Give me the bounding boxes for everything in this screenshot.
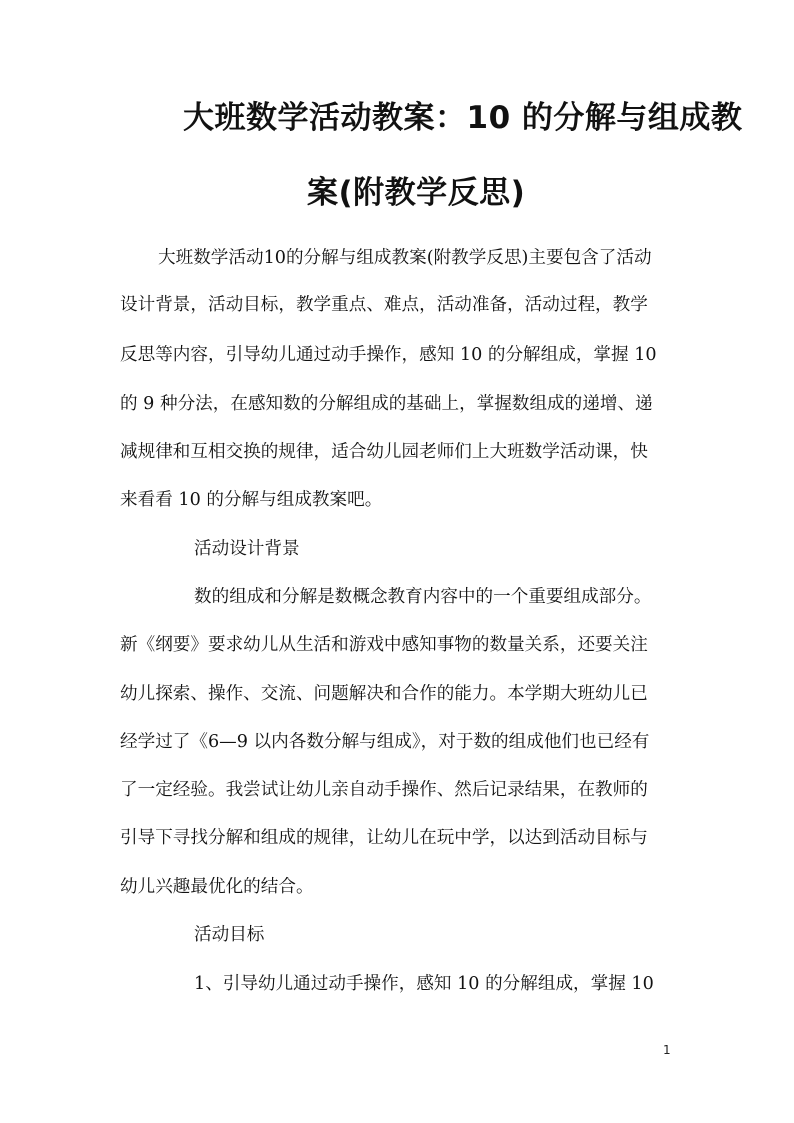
paragraph-line: 幼儿兴趣最优化的结合。 xyxy=(120,877,314,897)
paragraph-line: 1、引导幼儿通过动手操作，感知 10 的分解组成，掌握 10 xyxy=(194,974,654,994)
section-heading: 活动目标 xyxy=(194,925,265,945)
paragraph-line: 来看看 10 的分解与组成教案吧。 xyxy=(120,490,383,510)
paragraph-line: 经学过了《6—9 以内各数分解与组成》，对于数的组成他们也已经有 xyxy=(120,732,650,752)
section-heading: 活动设计背景 xyxy=(194,539,300,559)
title-line-2: 案(附教学反思) xyxy=(307,175,526,211)
paragraph-line: 数的组成和分解是数概念教育内容中的一个重要组成部分。 xyxy=(194,587,652,607)
paragraph-line: 大班数学活动10的分解与组成教案(附教学反思)主要包含了活动 xyxy=(158,248,652,268)
paragraph-line: 了一定经验。我尝试让幼儿亲自动手操作、然后记录结果，在教师的 xyxy=(120,780,648,800)
paragraph-line: 设计背景，活动目标，教学重点、难点，活动准备，活动过程，教学 xyxy=(120,295,648,315)
paragraph-line: 幼儿探索、操作、交流、问题解决和合作的能力。本学期大班幼儿已 xyxy=(120,684,648,704)
title-line-1: 大班数学活动教案：10 的分解与组成教 xyxy=(183,100,743,136)
paragraph-line: 新《纲要》要求幼儿从生活和游戏中感知事物的数量关系，还要关注 xyxy=(120,635,648,655)
page-number: 1 xyxy=(663,1043,671,1057)
paragraph-line: 的 9 种分法，在感知数的分解组成的基础上，掌握数组成的递增、递 xyxy=(120,394,653,414)
paragraph-line: 反思等内容，引导幼儿通过动手操作，感知 10 的分解组成，掌握 10 xyxy=(120,345,657,365)
paragraph-line: 减规律和互相交换的规律，适合幼儿园老师们上大班数学活动课，快 xyxy=(120,442,648,462)
paragraph-line: 引导下寻找分解和组成的规律，让幼儿在玩中学，以达到活动目标与 xyxy=(120,828,648,848)
